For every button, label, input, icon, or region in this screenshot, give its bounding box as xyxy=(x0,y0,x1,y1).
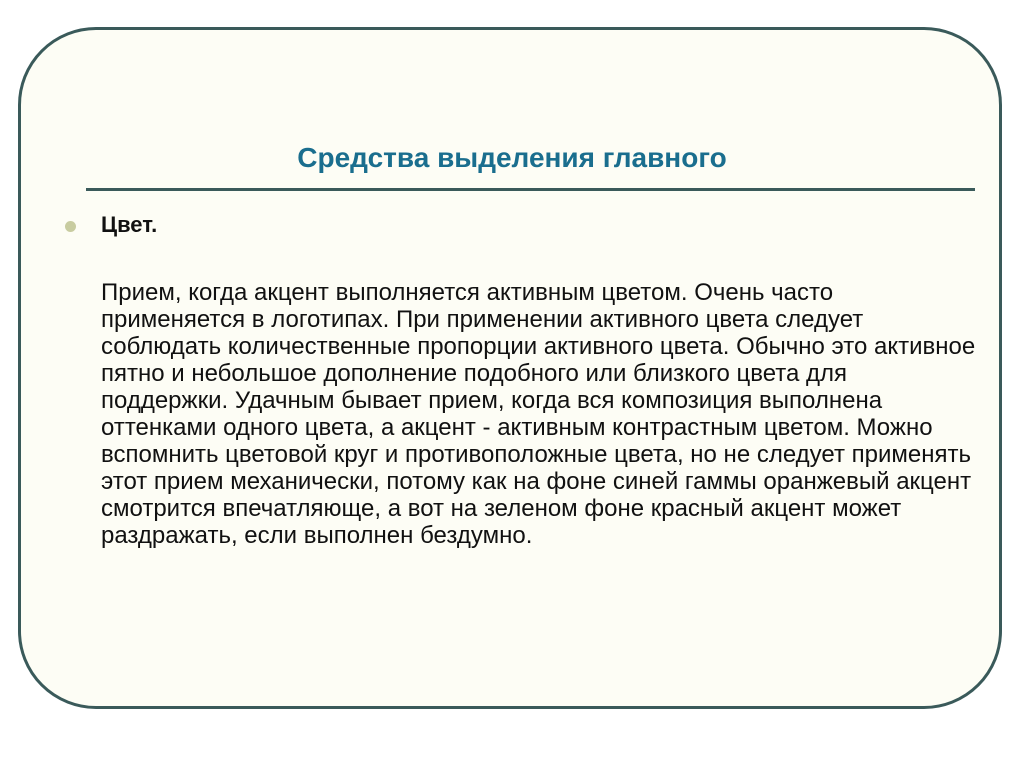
title-divider xyxy=(86,188,975,191)
bullet-body-text: Прием, когда акцент выполняется активным цветом. Очень часто применяется в логотипах. При применении активного цвета следует соблюдать количественные пропорции активного цвета. Обычно это активное пятно и небольшое дополнение подобного или близкого цвета для поддержки. Удачным бывает прием, когда вся композиция выполнена оттенками одного цвета, а акцент - активным контрастным цветом. Можно вспомнить цветовой круг и противоположные цвета, но не следует применять этот прием механически, потому как на фоне синей гаммы оранжевый акцент смотрится впечатляюще, а вот на зеленом фоне красный акцент может раздражать, если выполнен бездумно. xyxy=(101,279,976,549)
slide-title: Средства выделения главного xyxy=(297,142,727,173)
bullet-dot-icon xyxy=(65,221,76,232)
bullet-heading: Цвет. xyxy=(101,212,158,237)
